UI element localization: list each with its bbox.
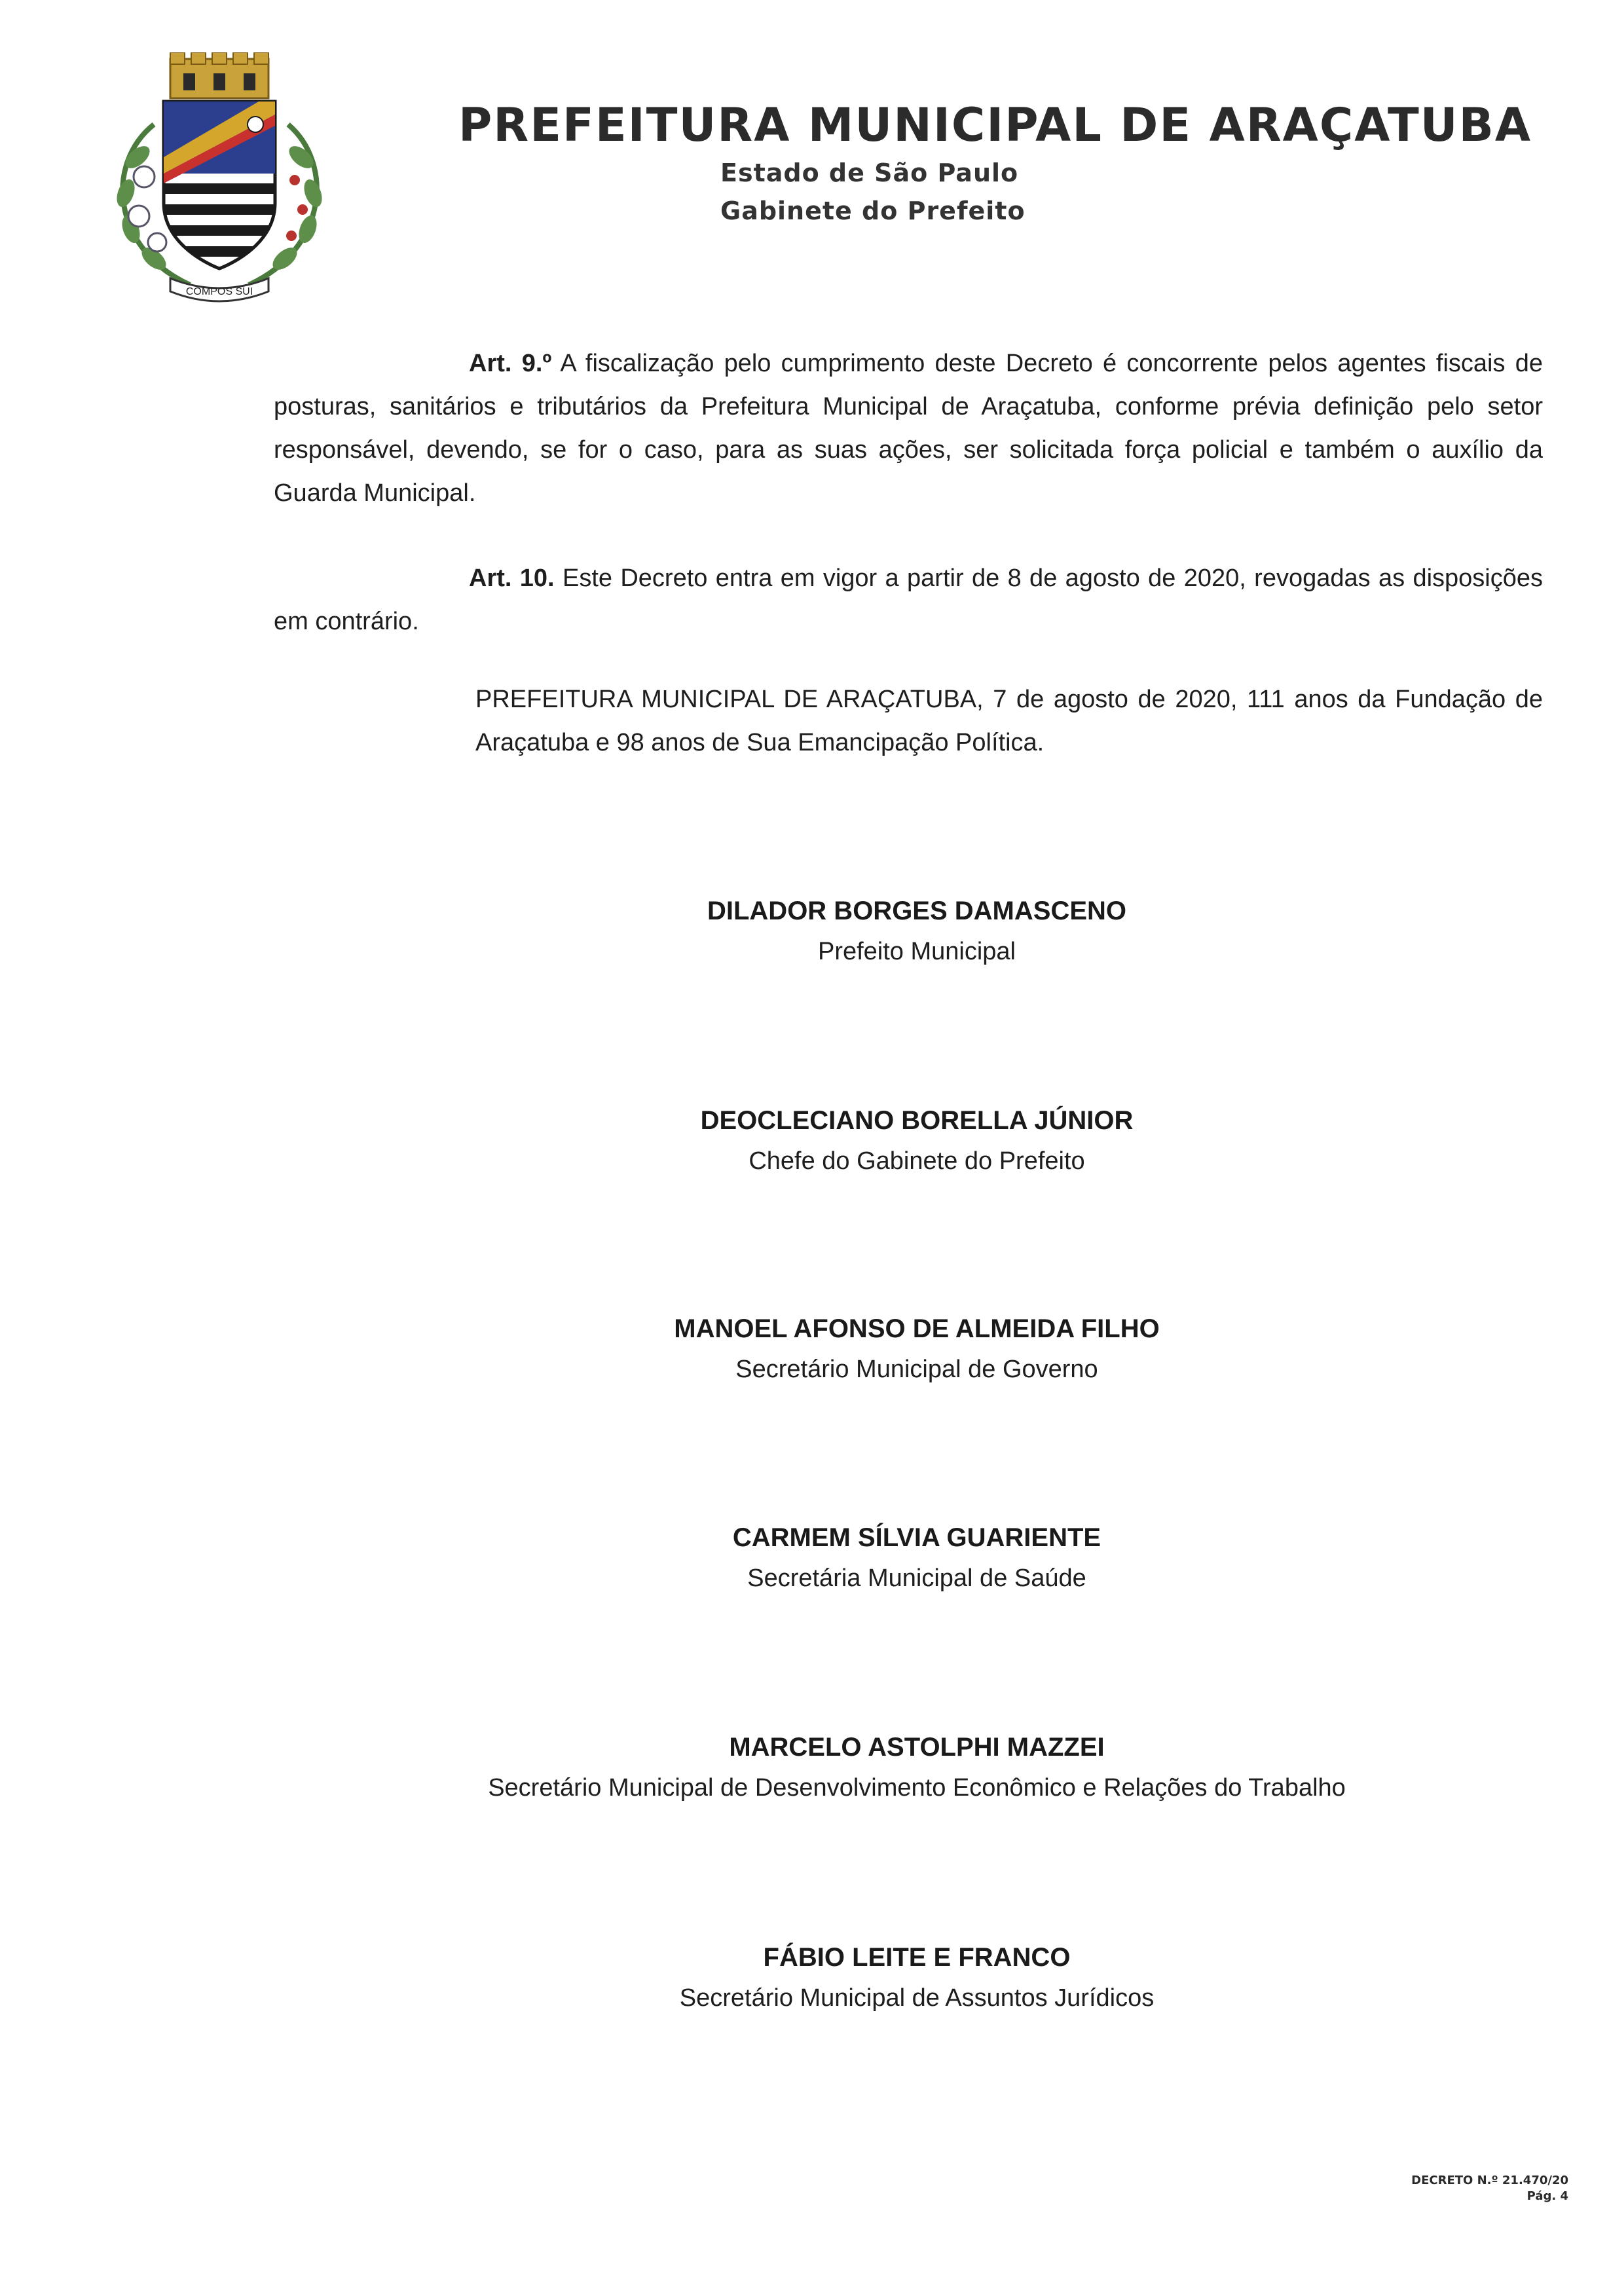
- signature-block: [327, 891, 1506, 972]
- signatory-role: Secretário Municipal de Desenvolvimento Econômico e Relações do Trabalho: [488, 1774, 1346, 1802]
- page-title: PREFEITURA MUNICIPAL DE ARAÇATUBA: [458, 98, 1532, 152]
- signatory-role: Secretário Municipal de Governo: [735, 1356, 1098, 1383]
- signature-block: [327, 1517, 1506, 1599]
- signature-block: [327, 1937, 1506, 2018]
- signatory-name: CARMEM SÍLVIA GUARIENTE: [732, 1523, 1101, 1552]
- municipal-crest-icon: [92, 52, 347, 314]
- signatory-role: Prefeito Municipal: [817, 938, 1016, 965]
- shield-icon: [164, 102, 275, 268]
- article-text: Este Decreto entra em vigor a partir de 8 de agosto de 2020, revogadas as disposições em contrário.: [274, 565, 1543, 635]
- closing-statement: PREFEITURA MUNICIPAL DE ARAÇATUBA, 7 de agosto de 2020, 111 anos da Fundação de Araçatuba e 98 anos de Sua Emancipação Política.: [475, 686, 1543, 756]
- office-subtitle: Gabinete do Prefeito: [720, 196, 1026, 225]
- signatory-name: DILADOR BORGES DAMASCENO: [707, 897, 1127, 925]
- signature-block: [327, 1308, 1506, 1390]
- article-label: Art. 9.º: [469, 350, 552, 377]
- signatory-name: DEOCLECIANO BORELLA JÚNIOR: [700, 1106, 1134, 1135]
- signatory-role: Chefe do Gabinete do Prefeito: [749, 1147, 1085, 1175]
- crest-motto: COMPOS SUI: [185, 286, 253, 297]
- signatory-role: Secretário Municipal de Assuntos Jurídicos: [679, 1984, 1155, 2012]
- decree-number: DECRETO N.º 21.470/20: [1411, 2174, 1568, 2187]
- signatory-name: MARCELO ASTOLPHI MAZZEI: [729, 1733, 1105, 1762]
- signatory-name: MANOEL AFONSO DE ALMEIDA FILHO: [674, 1314, 1160, 1343]
- page-footer: [1411, 2173, 1568, 2204]
- article-10: [274, 557, 1543, 643]
- article-label: Art. 10.: [469, 565, 555, 592]
- state-subtitle: Estado de São Paulo: [720, 158, 1019, 187]
- signature-block: [327, 1100, 1506, 1181]
- page-number: Pág. 4: [1526, 2189, 1568, 2203]
- article-text: A fiscalização pelo cumprimento deste Decreto é concorrente pelos agentes fiscais de posturas, sanitários e tributários da Prefeitura Municipal de Araçatuba, conforme prévia definição pelo setor responsável, devendo, se for o caso, para as suas ações, ser solicitada força policial e também o auxílio da Guarda Municipal.: [274, 350, 1543, 507]
- signatory-role: Secretária Municipal de Saúde: [747, 1565, 1086, 1592]
- signatory-name: FÁBIO LEITE E FRANCO: [763, 1943, 1071, 1972]
- article-9: [274, 342, 1543, 515]
- signature-block: [327, 1727, 1506, 1808]
- mural-crown-icon: [170, 52, 268, 98]
